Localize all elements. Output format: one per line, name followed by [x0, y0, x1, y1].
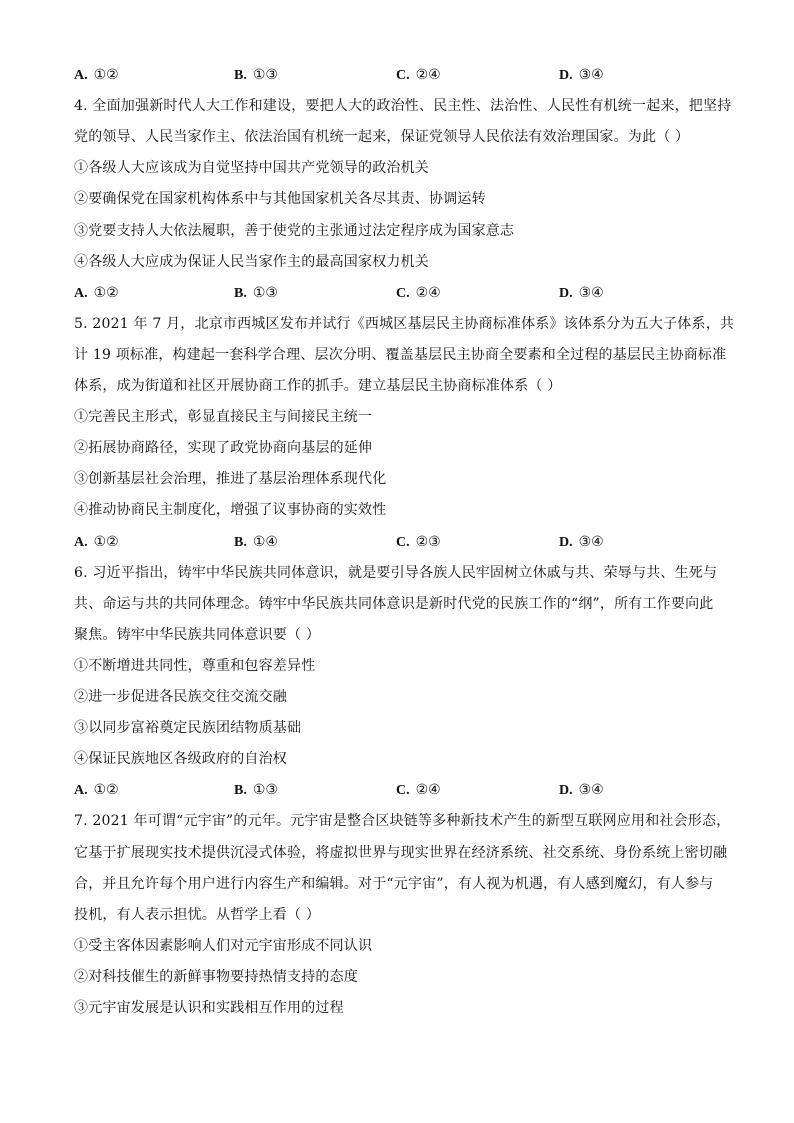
- option-c: [396, 775, 441, 806]
- option-d: [559, 60, 604, 91]
- option-label: A.: [74, 286, 88, 301]
- option-text: ②④: [415, 782, 441, 798]
- statement-item: ④各级人大应成为保证人民当家作主的最高国家权力机关: [74, 254, 429, 270]
- option-b: [234, 278, 278, 309]
- answer-options: [74, 60, 724, 91]
- option-text: ③④: [578, 534, 604, 550]
- option-d: [559, 278, 604, 309]
- text-line: 计 19 项标准，构建起一套科学合理、层次分明、覆盖基层民主协商全要素和全过程的基层民主协商标准: [74, 347, 727, 363]
- question-stem: 5. 2021 年 7 月，北京市西城区发布并试行《西城区基层民主协商标准体系》该体系分为五大子体系，共: [74, 316, 735, 332]
- statement-item: ③元宇宙发展是认识和实践相互作用的过程: [74, 1000, 344, 1016]
- statement-item: ②拓展协商路径，实现了政党协商向基层的延伸: [74, 440, 373, 456]
- option-label: A.: [74, 68, 88, 83]
- option-d: [559, 775, 604, 806]
- option-a: [74, 775, 119, 806]
- question-stem: 7. 2021 年可谓“元宇宙”的元年。元宇宙是整合区块链等多种新技术产生的新型互联网应用和社会形态，: [74, 813, 731, 829]
- answer-options: [74, 775, 724, 806]
- option-text: ②④: [415, 67, 441, 83]
- option-label: A.: [74, 783, 88, 798]
- text-line: 聚焦。铸牢中华民族共同体意识要（ ）: [74, 627, 321, 643]
- text-line: 党的领导、人民当家作主、依法治国有机统一起来，保证党领导人民依法有效治理国家。为此（ ）: [74, 129, 690, 145]
- option-text: ①②: [93, 782, 119, 798]
- option-text: ①③: [252, 285, 278, 301]
- option-text: ①②: [93, 534, 119, 550]
- option-label: B.: [234, 535, 247, 550]
- statement-item: ①各级人大应该成为自觉坚持中国共产党领导的政治机关: [74, 160, 429, 176]
- option-label: C.: [396, 535, 410, 550]
- statement-item: ②对科技催生的新鲜事物要持热情支持的态度: [74, 969, 358, 985]
- option-label: C.: [396, 286, 410, 301]
- option-label: C.: [396, 783, 410, 798]
- option-label: C.: [396, 68, 410, 83]
- option-c: [396, 527, 441, 558]
- option-label: A.: [74, 535, 88, 550]
- option-label: D.: [559, 535, 573, 550]
- text-line: 体系，成为街道和社区开展协商工作的抓手。建立基层民主协商标准体系（ ）: [74, 378, 562, 394]
- option-label: B.: [234, 68, 247, 83]
- statement-item: ①不断增进共同性，尊重和包容差异性: [74, 658, 316, 674]
- option-text: ①②: [93, 67, 119, 83]
- statement-item: ③创新基层社会治理，推进了基层治理体系现代化: [74, 471, 387, 487]
- option-text: ①③: [252, 67, 278, 83]
- option-a: [74, 60, 119, 91]
- statement-item: ①完善民主形式，彰显直接民主与间接民主统一: [74, 409, 373, 425]
- option-c: [396, 60, 441, 91]
- text-line: 它基于扩展现实技术提供沉浸式体验，将虚拟世界与现实世界在经济系统、社交系统、身份系统上密切融: [74, 845, 728, 861]
- option-text: ①④: [252, 534, 278, 550]
- statement-item: ④保证民族地区各级政府的自治权: [74, 751, 287, 767]
- statement-item: ②要确保党在国家机构体系中与其他国家机关各尽其责、协调运转: [74, 191, 486, 207]
- option-text: ③④: [578, 285, 604, 301]
- option-text: ②③: [415, 534, 441, 550]
- option-label: D.: [559, 286, 573, 301]
- option-label: D.: [559, 68, 573, 83]
- option-text: ②④: [415, 285, 441, 301]
- text-line: 共、命运与共的共同体理念。铸牢中华民族共同体意识是新时代党的民族工作的“纲”，所有工作要向此: [74, 596, 714, 612]
- option-c: [396, 278, 441, 309]
- option-a: [74, 278, 119, 309]
- option-b: [234, 60, 278, 91]
- option-d: [559, 527, 604, 558]
- statement-item: ③以同步富裕奠定民族团结物质基础: [74, 720, 302, 736]
- option-label: B.: [234, 286, 247, 301]
- text-line: 投机，有人表示担忧。从哲学上看（ ）: [74, 907, 321, 923]
- question-stem: 6. 习近平指出，铸牢中华民族共同体意识，就是要引导各族人民牢固树立休戚与共、荣辱与共、生死与: [74, 565, 718, 581]
- option-text: ③④: [578, 782, 604, 798]
- statement-item: ①受主客体因素影响人们对元宇宙形成不同认识: [74, 938, 373, 954]
- answer-options: [74, 527, 724, 558]
- option-text: ①②: [93, 285, 119, 301]
- option-b: [234, 527, 278, 558]
- option-text: ③④: [578, 67, 604, 83]
- text-line: 合，并且允许每个用户进行内容生产和编辑。对于“元宇宙”，有人视为机遇，有人感到魔幻，有人参与: [74, 876, 714, 892]
- option-a: [74, 527, 119, 558]
- question-stem: 4. 全面加强新时代人大工作和建设，要把人大的政治性、民主性、法治性、人民性有机统一起来，把坚持: [74, 98, 732, 114]
- option-b: [234, 775, 278, 806]
- statement-item: ④推动协商民主制度化，增强了议事协商的实效性: [74, 502, 387, 518]
- answer-options: [74, 278, 724, 309]
- statement-item: ③党要支持人大依法履职，善于使党的主张通过法定程序成为国家意志: [74, 223, 515, 239]
- option-label: D.: [559, 783, 573, 798]
- option-label: B.: [234, 783, 247, 798]
- statement-item: ②进一步促进各民族交往交流交融: [74, 689, 287, 705]
- option-text: ①③: [252, 782, 278, 798]
